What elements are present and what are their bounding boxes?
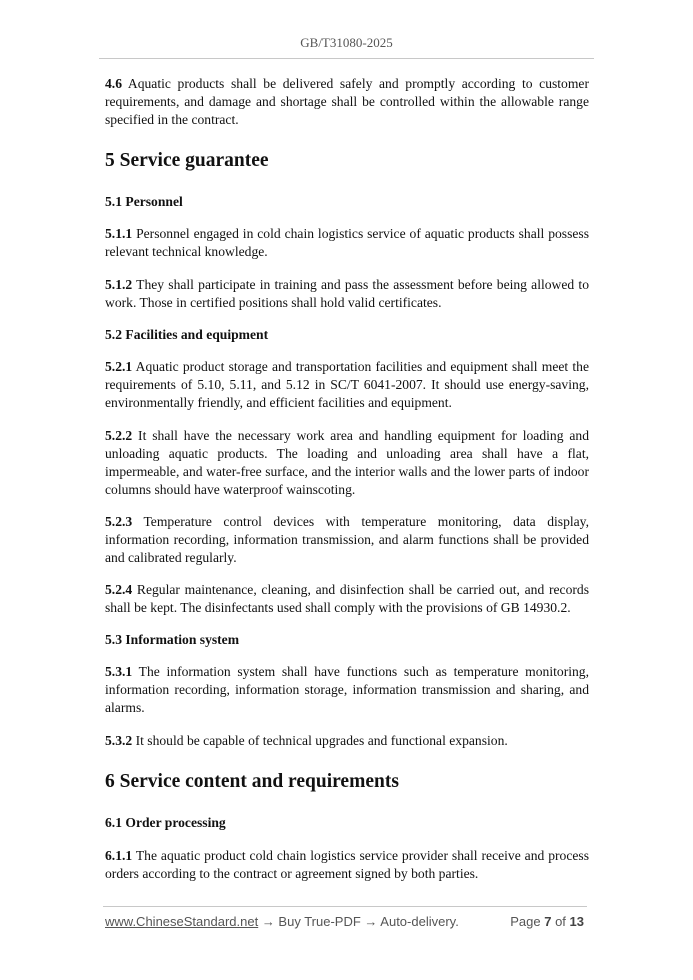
subheading-6-1: 6.1 Order processing — [105, 815, 226, 830]
clause-text: It should be capable of technical upgrades and functional expansion. — [132, 733, 508, 748]
clause-text: It shall have the necessary work area and handling equipment for loading and unloading aquatic products. The loading and unloading area shall have a flat, impermeable, and water-free surface, and the interior walls and the lower parts of indoor columns should have waterproof wainscoting. — [105, 428, 589, 497]
footer-promo-text: → Buy True-PDF → Auto-delivery. — [258, 914, 459, 929]
clause-number: 5.2.2 — [105, 428, 133, 443]
of-label: of — [551, 914, 570, 929]
total-pages: 13 — [569, 914, 584, 929]
page-label: Page — [510, 914, 545, 929]
footer-divider — [103, 906, 587, 907]
section-heading-5: 5 Service guarantee — [105, 150, 269, 171]
clause-number: 5.1.1 — [105, 226, 133, 241]
footer-promo — [105, 914, 459, 929]
page-footer — [105, 914, 584, 929]
clause-number: 5.3.1 — [105, 664, 133, 679]
clause-number: 5.2.4 — [105, 582, 133, 597]
clause-5-2-2 — [105, 427, 589, 499]
document-id-header: GB/T31080-2025 — [300, 35, 393, 50]
current-page: 7 — [544, 914, 552, 929]
clause-number: 5.1.2 — [105, 277, 133, 292]
clause-4-6 — [105, 75, 589, 129]
header-divider — [99, 58, 594, 59]
section-heading-6: 6 Service content and requirements — [105, 771, 399, 792]
clause-number: 4.6 — [105, 76, 122, 91]
clause-5-1-1 — [105, 225, 589, 261]
clause-5-2-1 — [105, 358, 589, 412]
clause-text: They shall participate in training and pass the assessment before being allowed to work. Those in certified positions shall hold valid certificates. — [105, 277, 589, 310]
clause-number: 5.3.2 — [105, 733, 133, 748]
clause-text: Personnel engaged in cold chain logistics service of aquatic products shall possess relevant technical knowledge. — [105, 226, 589, 259]
clause-6-1-1 — [105, 847, 589, 883]
clause-number: 5.2.3 — [105, 514, 133, 529]
website-link[interactable]: www.ChineseStandard.net — [105, 914, 259, 929]
clause-text: Aquatic product storage and transportation facilities and equipment shall meet the requirements of 5.10, 5.11, and 5.12 in SC/T 6041-2007. It should use energy-saving, environmentally friendly, and efficient facilities and equipment. — [105, 359, 589, 410]
clause-number: 5.2.1 — [105, 359, 133, 374]
subheading-5-1: 5.1 Personnel — [105, 194, 183, 209]
clause-5-3-2 — [105, 732, 589, 750]
subheading-5-2: 5.2 Facilities and equipment — [105, 327, 269, 342]
page-indicator — [510, 914, 584, 929]
clause-text: Regular maintenance, cleaning, and disinfection shall be carried out, and records shall be kept. The disinfectants used shall comply with the provisions of GB 14930.2. — [105, 582, 589, 615]
clause-5-2-3 — [105, 513, 589, 567]
clause-text: The aquatic product cold chain logistics service provider shall receive and process orders according to the contract or agreement signed by both parties. — [105, 848, 589, 881]
clause-5-3-1 — [105, 663, 589, 717]
clause-5-1-2 — [105, 276, 589, 312]
clause-text: Temperature control devices with temperature monitoring, data display, information recording, information transmission, and alarm functions shall be provided and calibrated regularly. — [105, 514, 589, 565]
clause-text: Aquatic products shall be delivered safely and promptly according to customer requirements, and damage and shortage shall be controlled within the allowable range specified in the contract. — [105, 76, 589, 127]
subheading-5-3: 5.3 Information system — [105, 632, 240, 647]
clause-text: The information system shall have functions such as temperature monitoring, information recording, information storage, information transmission and sharing, and alarms. — [105, 664, 589, 715]
clause-number: 6.1.1 — [105, 848, 133, 863]
clause-5-2-4 — [105, 581, 589, 617]
